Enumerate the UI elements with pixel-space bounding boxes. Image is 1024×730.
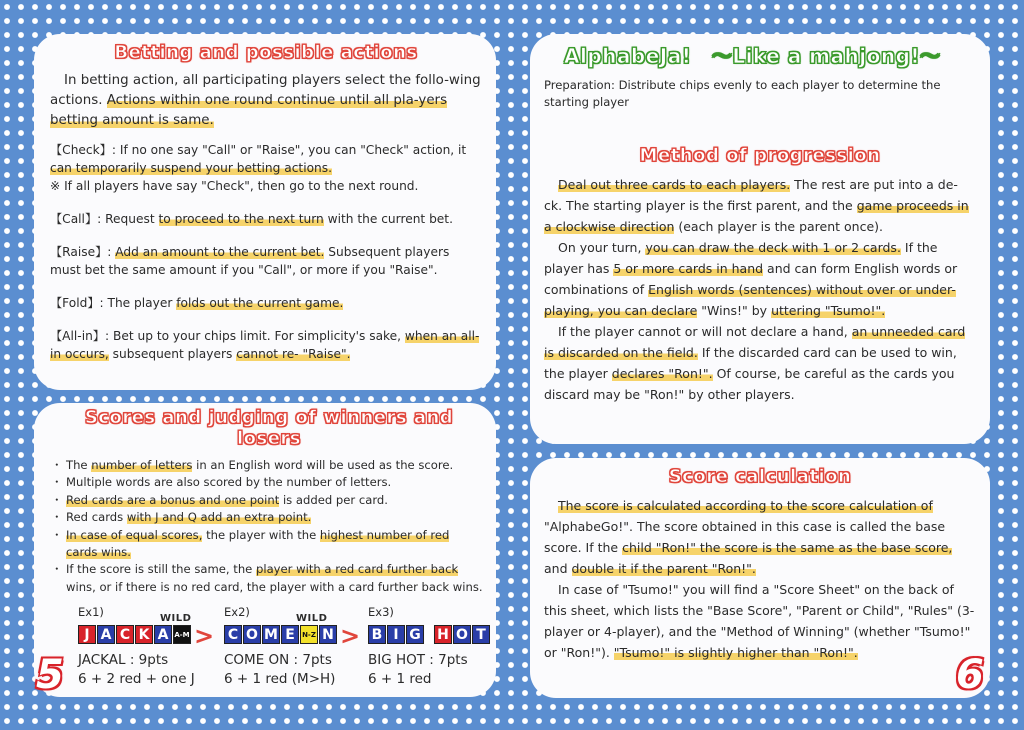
card: O <box>453 625 471 644</box>
card: G <box>406 625 424 644</box>
example-2-label: Ex2) <box>224 605 250 619</box>
card: A <box>97 625 115 644</box>
card: C <box>116 625 134 644</box>
card: E <box>281 625 299 644</box>
example-3-label: Ex3) <box>368 605 394 619</box>
card-gap <box>425 625 433 644</box>
card: C <box>224 625 242 644</box>
card: J <box>78 625 96 644</box>
example-1-cards <box>78 625 192 644</box>
alphabeja-panel <box>530 34 990 444</box>
action-fold: 【Fold】: The player folds out the current game. <box>50 296 344 310</box>
page-number-right: 6 <box>956 652 984 698</box>
list-item: ・ The number of letters in an English word will be used as the score. <box>54 457 484 474</box>
score-paragraph-2: In case of "Tsumo!" you will find a "Score Sheet" on the back of this sheet, which lists the "Base Score", "Parent or Child", "Rules" (3-player or 4-player), and the "Method of Winning" (whether "Tsumo!" or "Ron!"). "Tsumo!" is slightly higher than "Ron!". <box>544 582 975 660</box>
arrow-icon: > <box>194 622 215 650</box>
list-item: ・ In case of equal scores, the player with the highest number of red cards wins. <box>54 527 484 562</box>
example-2-cards <box>224 625 338 644</box>
preparation-text: Preparation: Distribute chips evenly to each player to determine the starting player <box>544 78 941 109</box>
action-call: 【Call】: Request to proceed to the next turn with the current bet. <box>50 212 453 226</box>
arrow-icon: > <box>340 622 361 650</box>
score-title: Score calculation <box>668 466 852 487</box>
example-3-cards <box>368 625 491 644</box>
method-title: Method of progression <box>639 145 881 166</box>
action-allin: 【All-in】: Bet up to your chips limit. For simplicity's sake, when an all-in occurs, subsequent players cannot re- "Raise". <box>50 329 480 361</box>
wild-label-1: WILD <box>160 613 192 624</box>
wild-card: A-M <box>173 625 191 644</box>
card: K <box>135 625 153 644</box>
scores-title: Scores and judging of winners and losers <box>84 407 454 449</box>
card: T <box>472 625 490 644</box>
action-raise: 【Raise】: Add an amount to the current bet. Subsequent players must bet the same amount if you "Call", or more if you "Raise". <box>50 245 450 277</box>
scores-rules-list <box>54 457 484 596</box>
example-1-label: Ex1) <box>78 605 104 619</box>
card: A <box>154 625 172 644</box>
list-item: ・ If the score is still the same, the player with a red card further back wins, or if there is no red card, the player with a card further back wins. <box>54 561 484 596</box>
page-number-left: 5 <box>36 652 64 698</box>
example-3-result: BIG HOT : 7pts 6 + 1 red <box>368 652 468 687</box>
action-check: 【Check】: If no one say "Call" or "Raise", you can "Check" action, it can temporarily suspend your betting actions. ※ If all players have say "Check", then go to the next round. <box>50 143 467 193</box>
list-item: ・ Multiple words are also scored by the number of letters. <box>54 474 484 491</box>
card: B <box>368 625 386 644</box>
check-note: ※ If all players have say "Check", then go to the next round. <box>50 179 419 193</box>
betting-intro: In betting action, all participating players select the follo-wing actions. Actions within one round continue until all pla-yers betting amount is same. <box>50 73 481 128</box>
method-paragraph-1: Deal out three cards to each players. The rest are put into a de-ck. The starting player is the first parent, and the game proceeds in a clockwise direction (each player is the parent once). <box>544 177 969 234</box>
list-item: ・ Red cards with J and Q add an extra point. <box>54 509 484 526</box>
card: H <box>434 625 452 644</box>
list-item: ・ Red cards are a bonus and one point is added per card. <box>54 492 484 509</box>
method-paragraph-2: On your turn, you can draw the deck with 1 or 2 cards. If the player has 5 or more cards in hand and can form English words or combinations of English words (sentences) without over or under-playing, you can declare "Wins!" by uttering "Tsumo!". <box>544 240 958 318</box>
card: M <box>262 625 280 644</box>
wild-card: N-Z <box>300 625 318 644</box>
betting-panel <box>34 34 496 390</box>
card: O <box>243 625 261 644</box>
wild-label-2: WILD <box>296 613 328 624</box>
example-2-result: COME ON : 7pts 6 + 1 red (M>H) <box>224 652 336 687</box>
alphabeja-title: AlphabeJa! ～Like a mahjong!～ <box>564 44 941 68</box>
score-paragraph-1: The score is calculated according to the score calculation of "AlphabeGo!". The score obtained in this case is called the base score. If the child "Ron!" the score is the same as the base score, and double it if the parent "Ron!". <box>544 498 953 576</box>
example-1-result: JACKAL : 9pts 6 + 2 red + one J <box>78 652 195 687</box>
card: N <box>319 625 337 644</box>
score-calculation-panel <box>530 458 990 698</box>
card: I <box>387 625 405 644</box>
method-paragraph-3: If the player cannot or will not declare a hand, an unneeded card is discarded on the field. If the discarded card can be used to win, the player declares "Ron!". Of course, be careful as the cards you discard may be "Ron!" by other players. <box>544 324 966 402</box>
examples <box>78 605 498 695</box>
betting-title: Betting and possible actions <box>114 42 418 63</box>
